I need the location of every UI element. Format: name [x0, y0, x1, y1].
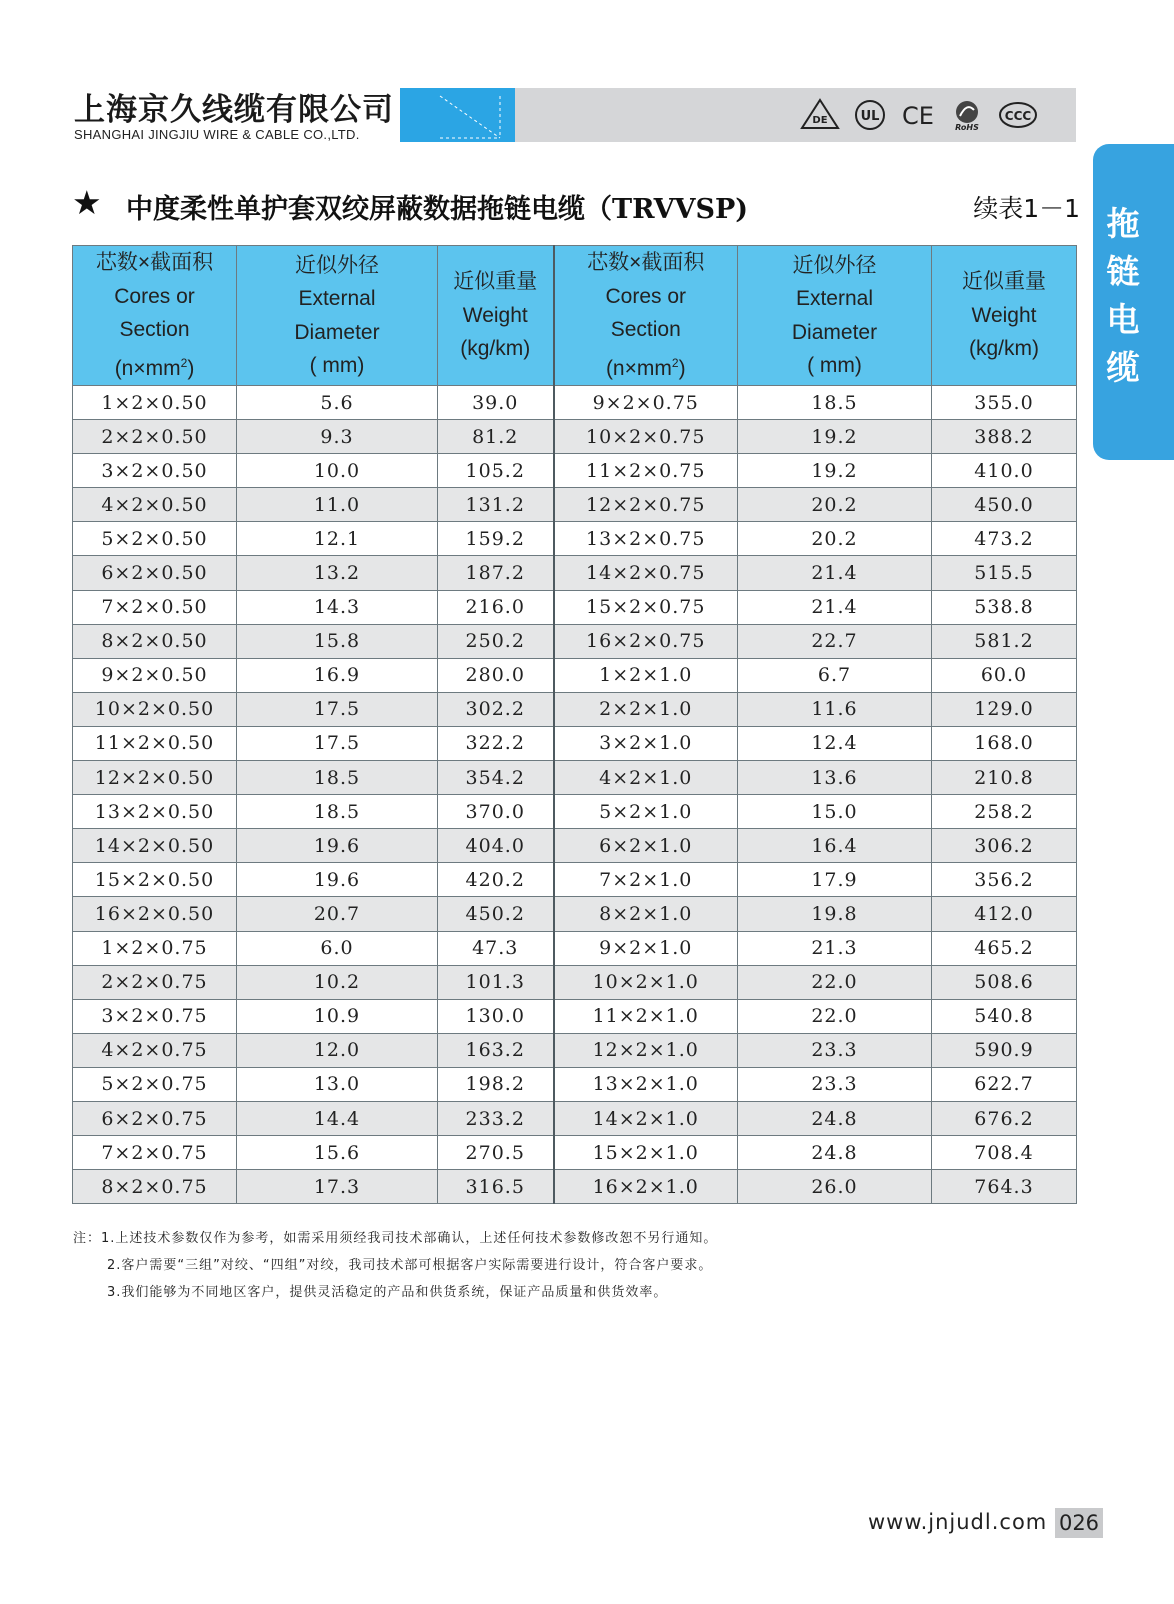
- table-cell: 9×2×0.50: [73, 658, 237, 692]
- table-cell: 17.5: [237, 726, 438, 760]
- table-cell: 101.3: [438, 965, 554, 999]
- star-icon: ★: [72, 183, 102, 222]
- table-continued-label: 续表1－1: [973, 194, 1080, 223]
- table-cell: 11×2×0.50: [73, 726, 237, 760]
- table-cell: 5×2×0.50: [73, 522, 237, 556]
- table-row: [73, 386, 1077, 420]
- table-row: [73, 420, 1077, 454]
- table-cell: 2×2×0.50: [73, 420, 237, 454]
- table-cell: 187.2: [438, 556, 554, 590]
- table-row: [73, 1033, 1077, 1067]
- table-row: [73, 829, 1077, 863]
- table-cell: 105.2: [438, 454, 554, 488]
- table-row: [73, 999, 1077, 1033]
- table-cell: 1×2×0.50: [73, 386, 237, 420]
- svg-text:RoHS: RoHS: [955, 123, 979, 132]
- table-cell: 9×2×1.0: [554, 931, 738, 965]
- table-cell: 10×2×1.0: [554, 965, 738, 999]
- table-cell: 22.7: [738, 624, 932, 658]
- table-row: [73, 761, 1077, 795]
- header-accent-block: [400, 88, 515, 142]
- table-cell: 24.8: [738, 1101, 932, 1135]
- table-cell: 316.5: [438, 1170, 554, 1204]
- table-cell: 14.3: [237, 590, 438, 624]
- table-row: [73, 556, 1077, 590]
- table-cell: 508.6: [932, 965, 1077, 999]
- table-row: [73, 692, 1077, 726]
- table-cell: 3×2×0.50: [73, 454, 237, 488]
- table-row: [73, 488, 1077, 522]
- table-cell: 81.2: [438, 420, 554, 454]
- table-cell: 13×2×0.50: [73, 795, 237, 829]
- table-cell: 538.8: [932, 590, 1077, 624]
- table-cell: 16.4: [738, 829, 932, 863]
- table-cell: 306.2: [932, 829, 1077, 863]
- ce-logo-icon: [900, 99, 936, 131]
- table-cell: 15×2×0.75: [554, 590, 738, 624]
- table-cell: 708.4: [932, 1136, 1077, 1170]
- table-cell: 210.8: [932, 761, 1077, 795]
- table-cell: 6×2×1.0: [554, 829, 738, 863]
- table-cell: 216.0: [438, 590, 554, 624]
- table-cell: 23.3: [738, 1033, 932, 1067]
- table-cell: 8×2×0.50: [73, 624, 237, 658]
- notes-section: [73, 1225, 717, 1306]
- svg-text:CCC: CCC: [1004, 109, 1032, 123]
- svg-text:UL: UL: [860, 109, 880, 124]
- table-cell: 11.6: [738, 692, 932, 726]
- table-cell: 388.2: [932, 420, 1077, 454]
- table-cell: 676.2: [932, 1101, 1077, 1135]
- table-cell: 20.7: [237, 897, 438, 931]
- ccc-logo-icon: [998, 100, 1038, 130]
- table-cell: 130.0: [438, 999, 554, 1033]
- table-cell: 26.0: [738, 1170, 932, 1204]
- footer-website: www.jnjudl.com: [868, 1510, 1048, 1534]
- table-cell: 764.3: [932, 1170, 1077, 1204]
- header-external-diameter: 近似外径 External Diameter ( mm): [237, 246, 438, 386]
- table-cell: 581.2: [932, 624, 1077, 658]
- table-cell: 6.0: [237, 931, 438, 965]
- table-cell: 14.4: [237, 1101, 438, 1135]
- table-header-row: [73, 246, 1077, 386]
- table-cell: 473.2: [932, 522, 1077, 556]
- table-cell: 7×2×1.0: [554, 863, 738, 897]
- table-body: [73, 386, 1077, 1204]
- table-cell: 17.3: [237, 1170, 438, 1204]
- table-cell: 10.9: [237, 999, 438, 1033]
- table-cell: 16×2×1.0: [554, 1170, 738, 1204]
- note-1: 注：1.上述技术参数仅作为参考，如需采用须经我司技术部确认，上述任何技术参数修改恕不另行通知。: [73, 1231, 718, 1246]
- table-cell: 6×2×0.50: [73, 556, 237, 590]
- table-row: [73, 931, 1077, 965]
- table-cell: 10.0: [237, 454, 438, 488]
- table-cell: 18.5: [237, 795, 438, 829]
- table-cell: 410.0: [932, 454, 1077, 488]
- table-cell: 159.2: [438, 522, 554, 556]
- table-cell: 12×2×0.50: [73, 761, 237, 795]
- table-cell: 12×2×1.0: [554, 1033, 738, 1067]
- table-cell: 15×2×0.50: [73, 863, 237, 897]
- table-cell: 5×2×0.75: [73, 1067, 237, 1101]
- company-name-en: SHANGHAI JINGJIU WIRE & CABLE CO.,LTD.: [74, 127, 360, 142]
- table-cell: 20.2: [738, 488, 932, 522]
- table-cell: 280.0: [438, 658, 554, 692]
- table-cell: 10.2: [237, 965, 438, 999]
- table-cell: 6×2×0.75: [73, 1101, 237, 1135]
- table-cell: 4×2×0.50: [73, 488, 237, 522]
- table-cell: 404.0: [438, 829, 554, 863]
- table-cell: 19.2: [738, 420, 932, 454]
- table-cell: 19.8: [738, 897, 932, 931]
- table-cell: 20.2: [738, 522, 932, 556]
- table-cell: 1×2×0.75: [73, 931, 237, 965]
- table-cell: 17.9: [738, 863, 932, 897]
- table-cell: 5.6: [237, 386, 438, 420]
- table-cell: 10×2×0.75: [554, 420, 738, 454]
- table-cell: 515.5: [932, 556, 1077, 590]
- table-cell: 19.6: [237, 829, 438, 863]
- table-cell: 13×2×0.75: [554, 522, 738, 556]
- table-row: [73, 454, 1077, 488]
- note-2: 2.客户需要“三组”对绞、“四组”对绞，我司技术部可根据客户实际需要进行设计，符合客户要求。: [107, 1258, 713, 1273]
- table-cell: 5×2×1.0: [554, 795, 738, 829]
- table-cell: 19.2: [738, 454, 932, 488]
- table-cell: 47.3: [438, 931, 554, 965]
- table-cell: 9×2×0.75: [554, 386, 738, 420]
- table-cell: 3×2×0.75: [73, 999, 237, 1033]
- note-3: 3.我们能够为不同地区客户，提供灵活稳定的产品和供货系统，保证产品质量和供货效率。: [107, 1285, 668, 1300]
- table-row: [73, 624, 1077, 658]
- table-cell: 4×2×1.0: [554, 761, 738, 795]
- cable-spec-table: [72, 245, 1077, 1204]
- table-cell: 15×2×1.0: [554, 1136, 738, 1170]
- table-cell: 16.9: [237, 658, 438, 692]
- table-cell: 270.5: [438, 1136, 554, 1170]
- table-cell: 3×2×1.0: [554, 726, 738, 760]
- table-cell: 22.0: [738, 999, 932, 1033]
- table-cell: 14×2×0.50: [73, 829, 237, 863]
- table-cell: 13×2×1.0: [554, 1067, 738, 1101]
- table-cell: 356.2: [932, 863, 1077, 897]
- table-cell: 24.8: [738, 1136, 932, 1170]
- table-cell: 12×2×0.75: [554, 488, 738, 522]
- table-cell: 11×2×1.0: [554, 999, 738, 1033]
- table-row: [73, 795, 1077, 829]
- header-external-diameter-2: 近似外径 External Diameter ( mm): [738, 246, 932, 386]
- table-cell: 354.2: [438, 761, 554, 795]
- table-cell: 10×2×0.50: [73, 692, 237, 726]
- table-cell: 465.2: [932, 931, 1077, 965]
- table-cell: 450.0: [932, 488, 1077, 522]
- table-cell: 233.2: [438, 1101, 554, 1135]
- table-cell: 370.0: [438, 795, 554, 829]
- table-cell: 22.0: [738, 965, 932, 999]
- table-cell: 590.9: [932, 1033, 1077, 1067]
- table-cell: 15.8: [237, 624, 438, 658]
- header-cores-section-2: 芯数×截面积 Cores or Section $(n\times mm^2)$: [554, 246, 738, 386]
- table-cell: 131.2: [438, 488, 554, 522]
- header-weight-2: 近似重量 Weight (kg/km): [932, 246, 1077, 386]
- table-cell: 420.2: [438, 863, 554, 897]
- table-cell: 1×2×1.0: [554, 658, 738, 692]
- table-cell: 14×2×1.0: [554, 1101, 738, 1135]
- table-cell: 168.0: [932, 726, 1077, 760]
- table-row: [73, 1170, 1077, 1204]
- table-row: [73, 1067, 1077, 1101]
- table-row: [73, 897, 1077, 931]
- table-row: [73, 658, 1077, 692]
- certification-logos: [800, 96, 1038, 134]
- table-row: [73, 726, 1077, 760]
- table-cell: 19.6: [237, 863, 438, 897]
- table-row: [73, 863, 1077, 897]
- table-cell: 258.2: [932, 795, 1077, 829]
- table-cell: 2×2×1.0: [554, 692, 738, 726]
- table-row: [73, 965, 1077, 999]
- table-cell: 15.0: [738, 795, 932, 829]
- table-cell: 198.2: [438, 1067, 554, 1101]
- table-cell: 13.2: [237, 556, 438, 590]
- table-cell: 16×2×0.50: [73, 897, 237, 931]
- table-cell: 18.5: [237, 761, 438, 795]
- table-cell: 8×2×0.75: [73, 1170, 237, 1204]
- table-cell: 250.2: [438, 624, 554, 658]
- svg-text:DE: DE: [812, 115, 828, 126]
- company-name-cn: 上海京久线缆有限公司: [74, 92, 394, 128]
- table-row: [73, 590, 1077, 624]
- table-cell: 11.0: [237, 488, 438, 522]
- svg-text:CE: CE: [902, 102, 934, 130]
- table-cell: 21.4: [738, 590, 932, 624]
- table-cell: 8×2×1.0: [554, 897, 738, 931]
- table-cell: 17.5: [237, 692, 438, 726]
- table-cell: 14×2×0.75: [554, 556, 738, 590]
- table-cell: 12.1: [237, 522, 438, 556]
- diagonal-line-graphic: [400, 88, 515, 142]
- ul-logo-icon: [854, 99, 886, 131]
- header-weight: 近似重量 Weight (kg/km): [438, 246, 554, 386]
- table-cell: 6.7: [738, 658, 932, 692]
- table-cell: 12.0: [237, 1033, 438, 1067]
- table-cell: 412.0: [932, 897, 1077, 931]
- table-cell: 540.8: [932, 999, 1077, 1033]
- table-cell: 4×2×0.75: [73, 1033, 237, 1067]
- vde-logo-icon: [800, 98, 840, 132]
- table-cell: 39.0: [438, 386, 554, 420]
- table-cell: 21.4: [738, 556, 932, 590]
- table-row: [73, 1136, 1077, 1170]
- table-cell: 302.2: [438, 692, 554, 726]
- section-title: 中度柔性单护套双绞屏蔽数据拖链电缆（TRVVSP): [126, 194, 749, 225]
- table-cell: 18.5: [738, 386, 932, 420]
- table-cell: 60.0: [932, 658, 1077, 692]
- table-cell: 16×2×0.75: [554, 624, 738, 658]
- table-cell: 13.6: [738, 761, 932, 795]
- table-cell: 129.0: [932, 692, 1077, 726]
- page-number: 026: [1055, 1508, 1103, 1538]
- table-cell: 322.2: [438, 726, 554, 760]
- table-cell: 21.3: [738, 931, 932, 965]
- table-cell: 13.0: [237, 1067, 438, 1101]
- table-row: [73, 1101, 1077, 1135]
- table-cell: 355.0: [932, 386, 1077, 420]
- table-cell: 2×2×0.75: [73, 965, 237, 999]
- header-cores-section: 芯数×截面积 Cores or Section $(n\times mm^2)$: [73, 246, 237, 386]
- table-cell: 15.6: [237, 1136, 438, 1170]
- table-cell: 9.3: [237, 420, 438, 454]
- table-row: [73, 522, 1077, 556]
- table-cell: 450.2: [438, 897, 554, 931]
- side-tab-label: 拖链电缆: [1106, 204, 1140, 387]
- table-cell: 23.3: [738, 1067, 932, 1101]
- section-title-row: [72, 183, 1080, 227]
- table-cell: 7×2×0.75: [73, 1136, 237, 1170]
- table-cell: 622.7: [932, 1067, 1077, 1101]
- table-cell: 12.4: [738, 726, 932, 760]
- table-cell: 11×2×0.75: [554, 454, 738, 488]
- rohs-logo-icon: [950, 98, 984, 132]
- table-cell: 163.2: [438, 1033, 554, 1067]
- table-cell: 7×2×0.50: [73, 590, 237, 624]
